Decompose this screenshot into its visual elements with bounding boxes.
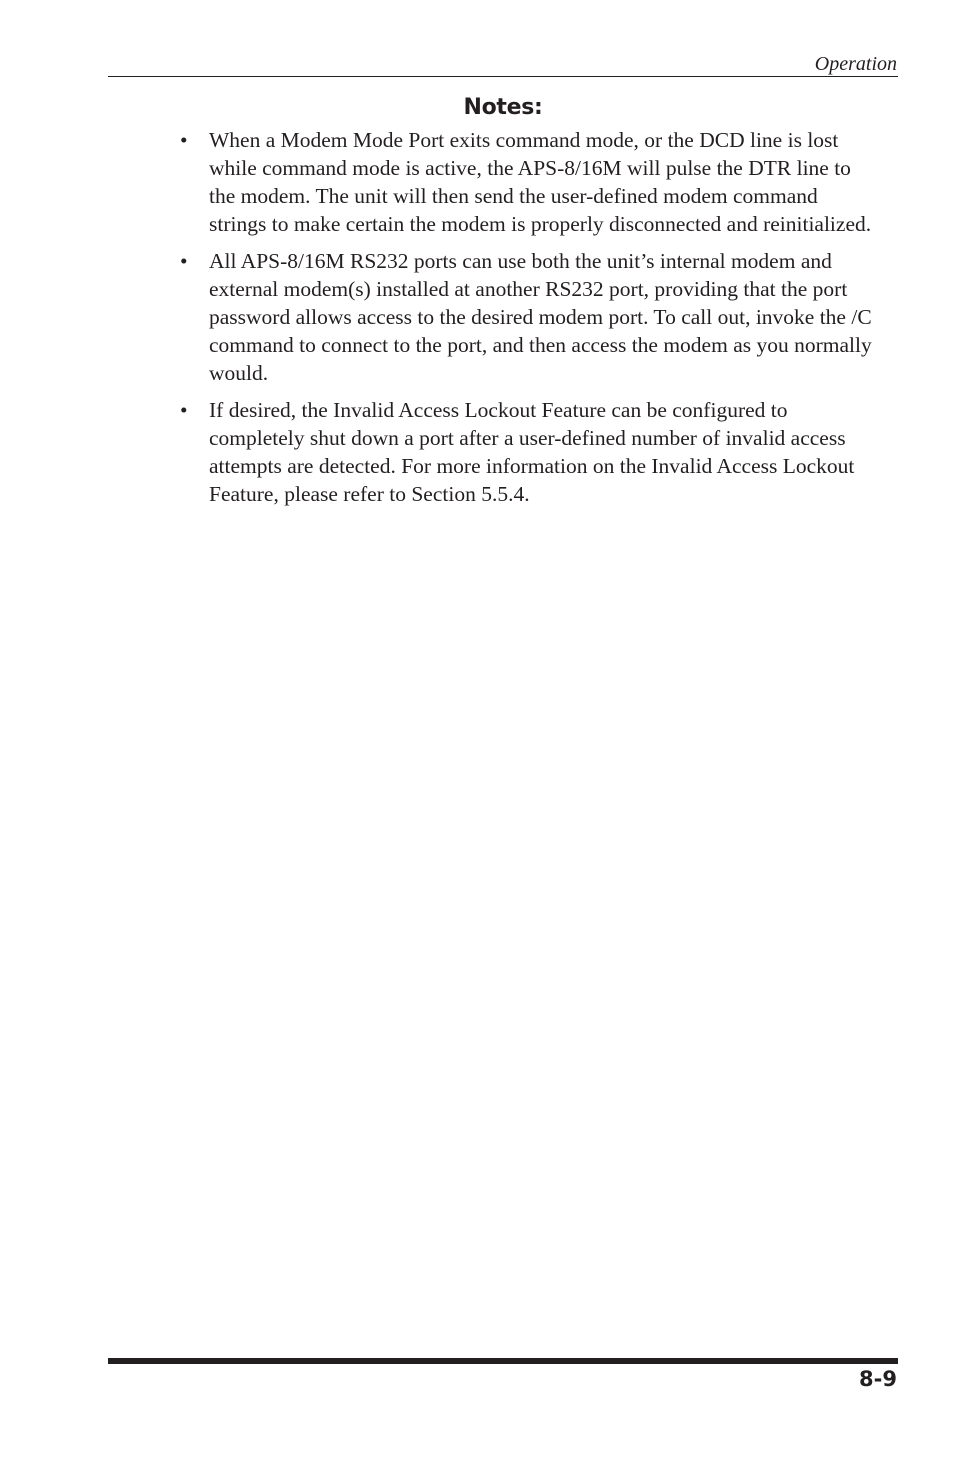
- notes-heading: Notes:: [463, 95, 543, 120]
- bullet-icon: •: [180, 398, 188, 422]
- header-rule: [108, 76, 898, 77]
- list-item-text: All APS-8/16M RS232 ports can use both the unit’s internal modem and external modem(s) installed at another RS232 port, providing that the port password allows access to the desired modem port. To call out, invoke the /C command to connect to the port, and then access the modem as you normally would.: [209, 249, 872, 385]
- notes-list: [180, 126, 880, 517]
- list-item: [180, 247, 880, 387]
- bullet-icon: •: [180, 128, 188, 152]
- bullet-icon: •: [180, 249, 188, 273]
- list-item-text: If desired, the Invalid Access Lockout Feature can be configured to completely shut down a port after a user-defined number of invalid access attempts are detected. For more information on the Invalid Access Lockout Feature, please refer to Section 5.5.4.: [209, 398, 855, 506]
- running-header: Operation: [814, 53, 897, 75]
- list-item: [180, 126, 880, 238]
- list-item: [180, 396, 880, 508]
- list-item-text: When a Modem Mode Port exits command mode, or the DCD line is lost while command mode is active, the APS-8/16M will pulse the DTR line to the modem. The unit will then send the user-defined modem command strings to make certain the modem is properly disconnected and reinitialized.: [209, 128, 872, 236]
- page-number: 8-9: [859, 1367, 897, 1391]
- footer-rule: [108, 1358, 898, 1364]
